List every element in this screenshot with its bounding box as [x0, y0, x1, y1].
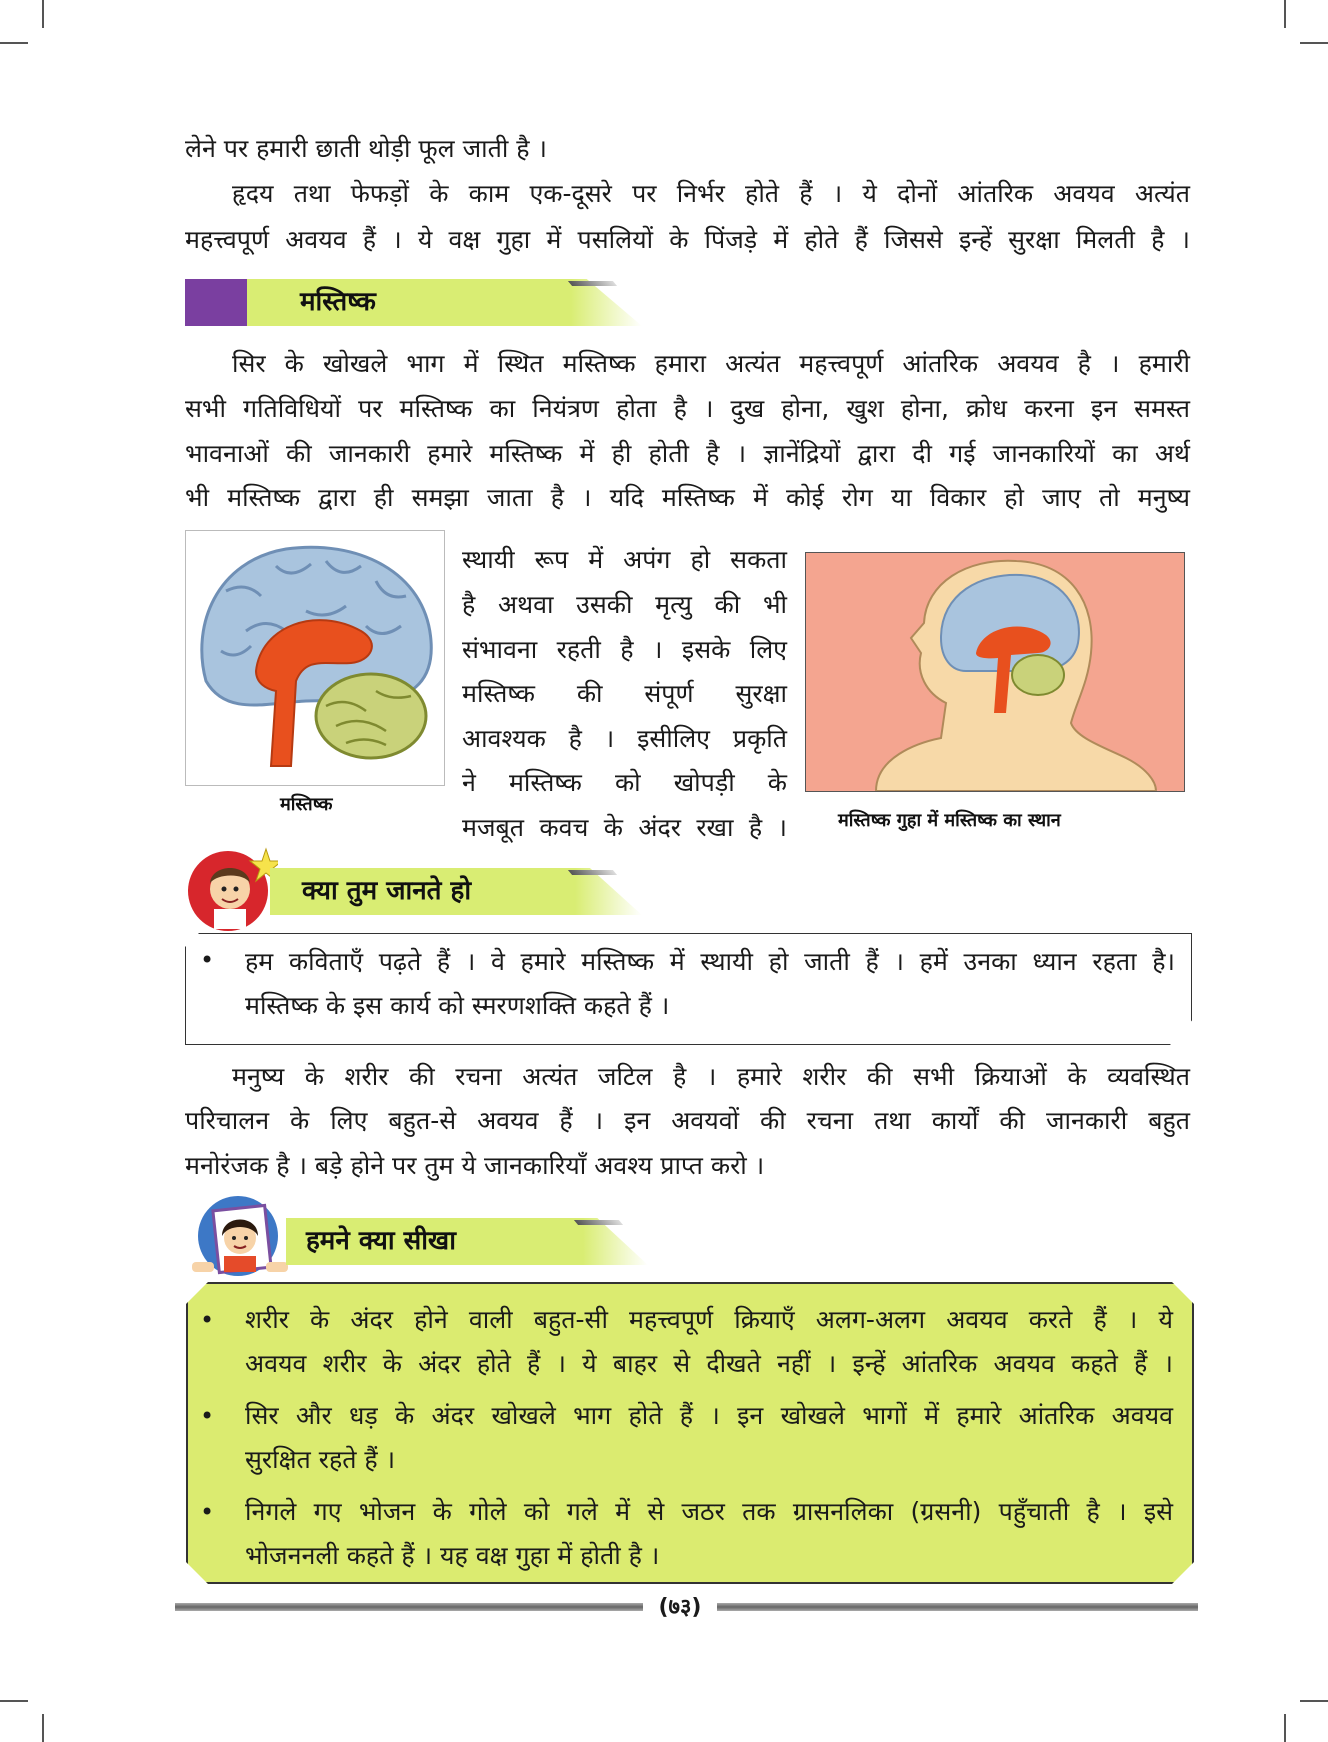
learned-line: अवयव शरीर के अंदर होते हैं । ये बाहर से दीखते नहीं । इन्हें आंतरिक अवयव कहते हैं । [245, 1349, 1173, 1378]
paragraph-line: महत्त्वपूर्ण अवयव हैं । ये वक्ष गुहा में पसलियों के पिंजड़े में होते हैं जिससे इन्हें सुरक्षा मिलती है । [185, 225, 1190, 254]
section-title: हमने क्या सीखा [306, 1226, 456, 1256]
paragraph-line: मजबूत कवच के अंदर रखा है । [462, 813, 787, 842]
bullet-icon: • [200, 946, 215, 974]
paragraph-line: ने मस्तिष्क को खोपड़ी के [462, 768, 787, 797]
crop-mark [0, 42, 28, 44]
crop-mark [1284, 0, 1286, 28]
paragraph-line: भावनाओं की जानकारी हमारे मस्तिष्क में ही होती है । ज्ञानेंद्रियों द्वारा दी गई जानकारियों का अर्थ [185, 439, 1190, 468]
crop-mark [1300, 42, 1328, 44]
crop-mark [0, 1700, 28, 1702]
brain-illustration [185, 530, 445, 786]
paragraph-line: मनोरंजक है । बड़े होने पर तुम ये जानकारियाँ अवश्य प्राप्त करो । [185, 1151, 765, 1180]
learned-line: निगले गए भोजन के गोले को गले में से जठर तक ग्रासनलिका (ग्रसनी) पहुँचाती है । इसे [245, 1497, 1173, 1526]
learned-line: भोजननली कहते हैं । यह वक्ष गुहा में होती है । [245, 1541, 660, 1570]
bullet-icon: • [200, 1498, 215, 1526]
crop-mark [1300, 1700, 1328, 1702]
footer-rule [717, 1603, 1198, 1611]
head-illustration [805, 552, 1185, 792]
paragraph-line: स्थायी रूप में अपंग हो सकता [462, 545, 787, 574]
paragraph-line: हृदय तथा फेफड़ों के काम एक-दूसरे पर निर्भर होते हैं । ये दोनों आंतरिक अवयव अत्यंत [232, 179, 1190, 208]
note-line: हम कविताएँ पढ़ते हैं । वे हमारे मस्तिष्क में स्थायी हो जाती हैं । हमें उनका ध्यान रहता है। [245, 947, 1175, 976]
paragraph-line: आवश्यक है । इसीलिए प्रकृति [462, 724, 787, 753]
paragraph-line: संभावना रहती है । इसके लिए [462, 635, 787, 664]
bullet-icon: • [200, 1402, 215, 1430]
girl-mascot-icon [188, 1194, 292, 1284]
learned-line: सिर और धड़ के अंदर खोखले भाग होते हैं । इन खोखले भागों में हमारे आंतरिक अवयव [245, 1401, 1173, 1430]
paragraph-line: सिर के खोखले भाग में स्थित मस्तिष्क हमारा अत्यंत महत्त्वपूर्ण आंतरिक अवयव है । हमारी [232, 349, 1190, 378]
learned-line: शरीर के अंदर होने वाली बहुत-सी महत्त्वपूर्ण क्रियाएँ अलग-अलग अवयव करते हैं । ये [245, 1305, 1173, 1334]
page-number: (७३) [658, 1595, 702, 1620]
figure-caption: मस्तिष्क गुहा में मस्तिष्क का स्थान [838, 810, 1061, 831]
section-title: क्या तुम जानते हो [302, 876, 472, 906]
paragraph-line: परिचालन के लिए बहुत-से अवयव हैं । इन अवयवों की रचना तथा कार्यों की जानकारी बहुत [185, 1106, 1190, 1135]
crop-mark [1284, 1714, 1286, 1742]
paragraph-line: सभी गतिविधियों पर मस्तिष्क का नियंत्रण होता है । दुख होना, खुश होना, क्रोध करना इन समस्त [185, 394, 1190, 423]
figure-caption: मस्तिष्क [280, 794, 333, 815]
section-title: मस्तिष्क [300, 287, 376, 317]
paragraph-line: लेने पर हमारी छाती थोड़ी फूल जाती है । [185, 134, 547, 163]
learned-line: सुरक्षित रहते हैं । [245, 1445, 396, 1474]
note-line: मस्तिष्क के इस कार्य को स्मरणशक्ति कहते हैं । [245, 991, 670, 1020]
paragraph-line: मनुष्य के शरीर की रचना अत्यंत जटिल है । हमारे शरीर की सभी क्रियाओं के व्यवस्थित [232, 1062, 1190, 1091]
paragraph-line: मस्तिष्क की संपूर्ण सुरक्षा [462, 679, 787, 708]
paragraph-line: है अथवा उसकी मृत्यु की भी [462, 590, 787, 619]
crop-mark [42, 1714, 44, 1742]
paragraph-line: भी मस्तिष्क द्वारा ही समझा जाता है । यदि मस्तिष्क में कोई रोग या विकार हो जाए तो मनुष्य [185, 483, 1190, 512]
crop-mark [42, 0, 44, 28]
boy-mascot-icon [184, 845, 278, 933]
bullet-icon: • [200, 1306, 215, 1334]
footer-rule [175, 1603, 643, 1611]
